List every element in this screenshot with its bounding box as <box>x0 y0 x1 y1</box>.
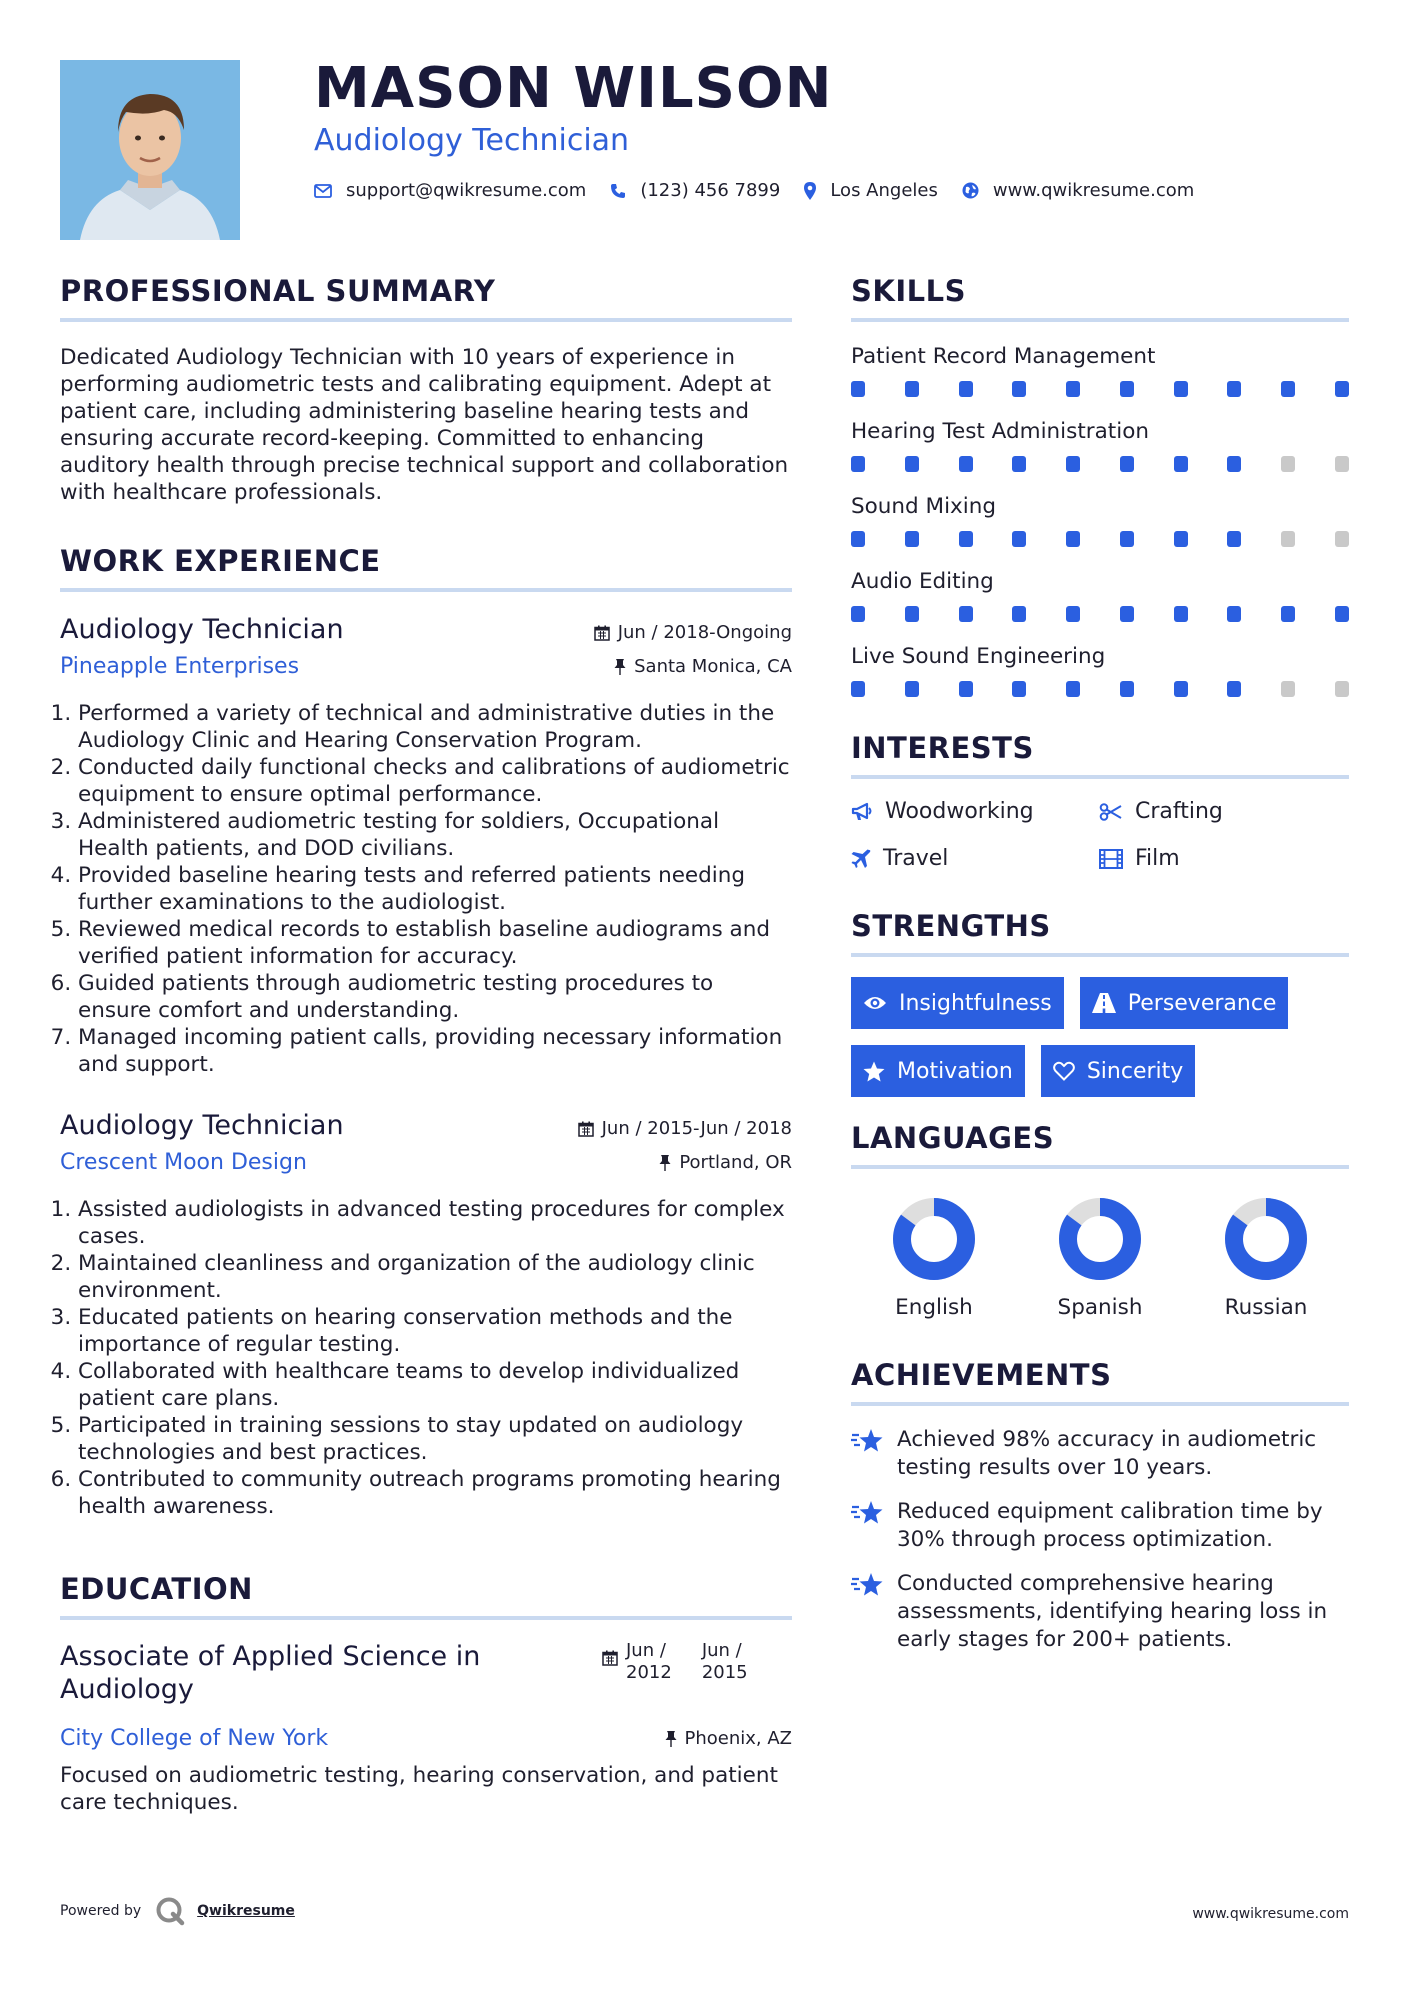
contact-email[interactable] <box>314 180 586 201</box>
education-end-year: 2015 <box>701 1662 748 1683</box>
skill-dot-filled <box>1227 456 1241 472</box>
contact-phone[interactable] <box>610 180 780 201</box>
footer-brand-link[interactable]: Qwikresume <box>197 1903 295 1919</box>
skill-dot-filled <box>851 606 865 622</box>
strength-tag <box>851 977 1064 1029</box>
film-icon <box>1099 849 1123 869</box>
job-date-text: Jun / 2018-Ongoing <box>617 622 792 643</box>
skill-dot-empty <box>1335 456 1349 472</box>
skill-dot-empty <box>1281 456 1295 472</box>
strength-label: Perseverance <box>1127 990 1277 1016</box>
language-item <box>851 1197 1017 1320</box>
job-title: Audiology Technician <box>60 1110 344 1141</box>
skill-dot-filled <box>851 381 865 397</box>
map-marker-icon <box>804 182 816 200</box>
education-school: City College of New York <box>60 1726 329 1751</box>
language-name: Spanish <box>1057 1295 1143 1320</box>
interest-label: Film <box>1135 846 1180 871</box>
job-location <box>659 1152 792 1173</box>
road-icon <box>1092 993 1116 1013</box>
job-bullet: 3. Administered audiometric testing for soldiers, Occupational Health patients, and DOD civilians. <box>78 808 792 862</box>
job-bullet: 5. Reviewed medical records to establish baseline audiograms and verified patient information for accuracy. <box>78 916 792 970</box>
candidate-title: Audiology Technician <box>314 123 630 158</box>
contact-website[interactable] <box>962 180 1194 201</box>
skill-dot-filled <box>1066 456 1080 472</box>
skill-dot-filled <box>1174 456 1188 472</box>
scissors-icon <box>1099 803 1123 821</box>
email-text: support@qwikresume.com <box>346 180 587 201</box>
skill-dot-filled <box>1120 531 1134 547</box>
skill-dot-filled <box>905 381 919 397</box>
skill-dot-filled <box>959 456 973 472</box>
job-bullet: 7. Managed incoming patient calls, providing necessary information and support. <box>78 1024 792 1078</box>
skill-item <box>851 344 1349 397</box>
job-bullet: 2. Maintained cleanliness and organization of the audiology clinic environment. <box>78 1250 792 1304</box>
skill-dot-filled <box>1335 381 1349 397</box>
strengths-list <box>851 977 1349 1097</box>
contact-bar <box>314 180 1218 201</box>
website-text: www.qwikresume.com <box>992 180 1195 201</box>
skill-dot-filled <box>1012 531 1026 547</box>
education-start-year: 2012 <box>626 1662 672 1683</box>
education-entry <box>60 1640 792 1815</box>
skill-item <box>851 569 1349 622</box>
achievement-star-icon <box>851 1428 885 1454</box>
job-location-text: Santa Monica, CA <box>634 656 792 677</box>
powered-by-text: Powered by <box>60 1903 142 1919</box>
achievement-item <box>851 1570 1349 1654</box>
education-description: Focused on audiometric testing, hearing conservation, and patient care techniques. <box>60 1763 778 1815</box>
skill-dot-filled <box>1012 606 1026 622</box>
skill-rating <box>851 456 1349 472</box>
achievement-text: Achieved 98% accuracy in audiometric testing results over 10 years. <box>897 1427 1317 1480</box>
phone-icon <box>610 183 626 199</box>
skill-name: Sound Mixing <box>851 494 997 519</box>
interest-item <box>851 846 1099 871</box>
strength-tag <box>1041 1045 1195 1097</box>
skill-dot-filled <box>1120 681 1134 697</box>
pin-icon <box>614 659 626 675</box>
languages-list <box>851 1197 1349 1320</box>
phone-text: (123) 456 7899 <box>640 180 781 201</box>
interest-label: Crafting <box>1135 799 1223 824</box>
interest-item <box>1099 799 1347 824</box>
interest-item <box>851 799 1099 824</box>
calendar-icon <box>602 1650 618 1666</box>
pin-icon <box>665 1731 677 1747</box>
education-location <box>665 1728 793 1749</box>
calendar-icon <box>594 625 610 641</box>
skill-dot-filled <box>905 606 919 622</box>
job-bullet: 1. Performed a variety of technical and administrative duties in the Audiology Clinic and Hearing Conservation Program. <box>78 700 792 754</box>
skill-dot-filled <box>1227 381 1241 397</box>
education-dates <box>602 1640 778 1684</box>
pin-icon <box>659 1155 671 1171</box>
skill-name: Live Sound Engineering <box>851 644 1106 669</box>
skill-dot-filled <box>1012 681 1026 697</box>
skill-dot-filled <box>959 531 973 547</box>
job-bullet: 5. Participated in training sessions to stay updated on audiology technologies and best practices. <box>78 1412 792 1466</box>
job-title: Audiology Technician <box>60 614 344 645</box>
strength-tag <box>1080 977 1289 1029</box>
job-bullet: 6. Contributed to community outreach programs promoting hearing health awareness. <box>78 1466 792 1520</box>
skill-dot-filled <box>1174 531 1188 547</box>
education-start-month: Jun / <box>626 1640 666 1661</box>
language-name: Russian <box>1224 1295 1308 1320</box>
job-bullets <box>60 700 792 1078</box>
interests-heading: INTERESTS <box>851 731 1349 779</box>
job-date <box>578 1118 792 1139</box>
skill-dot-filled <box>905 681 919 697</box>
skill-dot-filled <box>1227 531 1241 547</box>
skill-dot-filled <box>1335 606 1349 622</box>
skill-dot-empty <box>1281 681 1295 697</box>
skill-rating <box>851 681 1349 697</box>
skill-rating <box>851 606 1349 622</box>
skill-dot-filled <box>959 681 973 697</box>
job-company: Pineapple Enterprises <box>60 654 300 679</box>
interests-list <box>851 799 1349 871</box>
profile-photo <box>60 60 240 240</box>
contact-location <box>804 180 938 201</box>
work-heading: WORK EXPERIENCE <box>60 544 792 592</box>
skill-item <box>851 494 1349 547</box>
candidate-name: MASON WILSON <box>314 56 833 121</box>
job-bullet: 3. Educated patients on hearing conservation methods and the importance of regular testing. <box>78 1304 792 1358</box>
education-degree: Associate of Applied Science in Audiology <box>60 1641 481 1705</box>
skill-dot-filled <box>1281 381 1295 397</box>
job-location-text: Portland, OR <box>679 1152 792 1173</box>
summary-text: Dedicated Audiology Technician with 10 years of experience in performing audiometric tests and calibrating equipment. Adept at patient care, including administering baseline hearing tests and ensuring accurate record-keeping. Committed to enhancing auditory health through precise technical support and collaboration with healthcare professionals. <box>60 345 789 505</box>
achievements-heading: ACHIEVEMENTS <box>851 1358 1349 1406</box>
strength-label: Sincerity <box>1086 1058 1184 1084</box>
job-location <box>614 656 792 677</box>
education-end-month: Jun / <box>701 1640 742 1661</box>
eye-icon <box>863 995 887 1011</box>
skill-name: Patient Record Management <box>851 344 1156 369</box>
achievement-star-icon <box>851 1500 885 1526</box>
skill-dot-filled <box>1120 456 1134 472</box>
skill-dot-filled <box>851 531 865 547</box>
skill-dot-filled <box>1227 606 1241 622</box>
education-heading: EDUCATION <box>60 1572 792 1620</box>
skill-dot-filled <box>1227 681 1241 697</box>
strength-tag <box>851 1045 1025 1097</box>
skill-item <box>851 419 1349 472</box>
achievement-item <box>851 1426 1349 1482</box>
footer-website[interactable]: www.qwikresume.com <box>1192 1906 1349 1922</box>
achievements-list <box>851 1426 1349 1654</box>
location-text: Los Angeles <box>830 180 938 201</box>
footer-powered-by <box>60 1896 295 1926</box>
job-bullets <box>60 1196 792 1520</box>
skill-dot-filled <box>1012 456 1026 472</box>
education-end <box>702 1640 748 1684</box>
language-donut <box>892 1197 976 1281</box>
skill-dot-filled <box>905 531 919 547</box>
interest-item <box>1099 846 1347 871</box>
education-start <box>626 1640 672 1684</box>
skill-dot-filled <box>959 606 973 622</box>
left-column <box>60 274 792 1815</box>
calendar-icon <box>578 1121 594 1137</box>
skill-dot-filled <box>851 681 865 697</box>
job-bullet: 4. Provided baseline hearing tests and referred patients needing further examinations to the audiologist. <box>78 862 792 916</box>
skills-heading: SKILLS <box>851 274 1349 322</box>
skill-name: Hearing Test Administration <box>851 419 1149 444</box>
skill-dot-empty <box>1335 531 1349 547</box>
job-date-text: Jun / 2015-Jun / 2018 <box>601 1118 792 1139</box>
language-name: English <box>895 1295 973 1320</box>
language-item <box>1017 1197 1183 1320</box>
star-icon <box>863 1061 885 1082</box>
qwikresume-logo-icon <box>155 1896 185 1926</box>
skill-dot-filled <box>1174 681 1188 697</box>
skill-item <box>851 644 1349 697</box>
summary-heading: PROFESSIONAL SUMMARY <box>60 274 792 322</box>
skill-dot-filled <box>1120 606 1134 622</box>
bullhorn-icon <box>851 802 873 822</box>
strengths-heading: STRENGTHS <box>851 909 1349 957</box>
skill-dot-filled <box>905 456 919 472</box>
globe-icon <box>962 182 979 199</box>
job-entry <box>60 614 792 1078</box>
interest-label: Woodworking <box>885 799 1034 824</box>
heart-icon <box>1053 1061 1075 1081</box>
skill-dot-filled <box>1066 531 1080 547</box>
language-item <box>1183 1197 1349 1320</box>
language-donut <box>1224 1197 1308 1281</box>
skill-dot-empty <box>1281 531 1295 547</box>
achievement-star-icon <box>851 1572 885 1598</box>
interest-label: Travel <box>883 846 949 871</box>
plane-icon <box>851 849 871 869</box>
job-date <box>594 622 792 643</box>
skill-dot-filled <box>1174 606 1188 622</box>
job-entry <box>60 1110 792 1520</box>
language-donut <box>1058 1197 1142 1281</box>
achievement-item <box>851 1498 1349 1554</box>
job-bullet: 1. Assisted audiologists in advanced testing procedures for complex cases. <box>78 1196 792 1250</box>
skill-dot-filled <box>851 456 865 472</box>
job-bullet: 2. Conducted daily functional checks and calibrations of audiometric equipment to ensure optimal performance. <box>78 754 792 808</box>
envelope-icon <box>314 184 332 198</box>
right-column <box>851 274 1349 1670</box>
skill-dot-filled <box>1120 381 1134 397</box>
skill-dot-filled <box>1174 381 1188 397</box>
job-bullet: 4. Collaborated with healthcare teams to develop individualized patient care plans. <box>78 1358 792 1412</box>
skill-dot-filled <box>1012 381 1026 397</box>
achievement-text: Conducted comprehensive hearing assessments, identifying hearing loss in early stages for 200+ patients. <box>897 1571 1328 1652</box>
skill-rating <box>851 381 1349 397</box>
education-location-text: Phoenix, AZ <box>684 1728 792 1749</box>
achievement-text: Reduced equipment calibration time by 30% through process optimization. <box>897 1499 1323 1552</box>
strength-label: Insightfulness <box>899 990 1052 1016</box>
skill-dot-filled <box>1066 681 1080 697</box>
skill-dot-filled <box>1066 606 1080 622</box>
job-bullet: 6. Guided patients through audiometric testing procedures to ensure comfort and understanding. <box>78 970 792 1024</box>
strength-label: Motivation <box>897 1058 1013 1084</box>
job-company: Crescent Moon Design <box>60 1150 307 1175</box>
skill-rating <box>851 531 1349 547</box>
skill-dot-filled <box>1066 381 1080 397</box>
skill-dot-filled <box>959 381 973 397</box>
skill-dot-filled <box>1281 606 1295 622</box>
languages-heading: LANGUAGES <box>851 1121 1349 1169</box>
skills-list <box>851 344 1349 697</box>
skill-dot-empty <box>1335 681 1349 697</box>
skill-name: Audio Editing <box>851 569 994 594</box>
